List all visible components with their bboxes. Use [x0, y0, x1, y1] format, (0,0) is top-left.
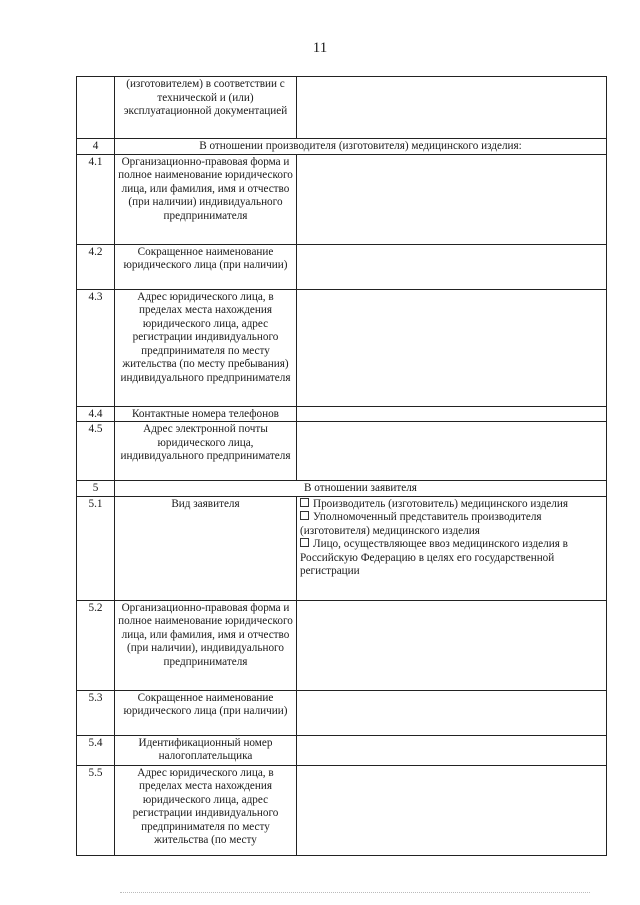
row-label: Вид заявителя [115, 496, 297, 600]
table-row [77, 735, 607, 765]
table-row [77, 690, 607, 735]
row-value-field[interactable] [297, 406, 607, 422]
row-number: 5.5 [77, 765, 115, 855]
table-row [77, 422, 607, 481]
row-number [77, 77, 115, 139]
section-row [77, 481, 607, 497]
table-row [77, 154, 607, 244]
row-label: Сокращенное наименование юридического лица (при наличии) [115, 690, 297, 735]
table-row [77, 77, 607, 139]
row-label: Идентификационный номер налогоплательщика [115, 735, 297, 765]
table-row [77, 496, 607, 600]
row-number: 5.3 [77, 690, 115, 735]
row-value-field[interactable] [297, 244, 607, 289]
row-number: 4.4 [77, 406, 115, 422]
checkbox-icon[interactable] [300, 538, 309, 547]
row-number: 5.4 [77, 735, 115, 765]
row-number: 4.2 [77, 244, 115, 289]
table-row [77, 765, 607, 855]
option-label: Уполномоченный представитель производителя (изготовителя) медицинского изделия [300, 511, 542, 537]
section-title: В отношении производителя (изготовителя) медицинского изделия: [115, 139, 607, 155]
row-label: Сокращенное наименование юридического лица (при наличии) [115, 244, 297, 289]
row-value-field[interactable] [297, 765, 607, 855]
table-row [77, 406, 607, 422]
table-row [77, 600, 607, 690]
row-label: Организационно-правовая форма и полное наименование юридического лица, или фамилия, имя и отчество (при наличии), индивидуального предпринимателя [115, 600, 297, 690]
row-value-field[interactable] [297, 77, 607, 139]
table-row [77, 289, 607, 406]
row-value-field[interactable] [297, 735, 607, 765]
row-label: Контактные номера телефонов [115, 406, 297, 422]
row-value-field[interactable] [297, 600, 607, 690]
row-number: 4.3 [77, 289, 115, 406]
applicant-type-option[interactable] [300, 511, 603, 538]
row-number: 5.2 [77, 600, 115, 690]
row-value-field[interactable] [297, 289, 607, 406]
option-label: Производитель (изготовитель) медицинского изделия [313, 497, 568, 510]
section-number: 5 [77, 481, 115, 497]
applicant-type-option[interactable] [300, 538, 603, 579]
applicant-type-option[interactable] [300, 498, 603, 512]
row-value-field[interactable] [297, 154, 607, 244]
row-label: Адрес юридического лица, в пределах места нахождения юридического лица, адрес регистрации индивидуального предпринимателя по месту жительства (по месту пребывания) индивидуального предпринимателя [115, 289, 297, 406]
section-number: 4 [77, 139, 115, 155]
applicant-type-options [297, 496, 607, 600]
checkbox-icon[interactable] [300, 498, 309, 507]
page-number: 11 [312, 40, 328, 56]
row-number: 5.1 [77, 496, 115, 600]
row-label: (изготовителем) в соответствии с технической и (или) эксплуатационной документацией [115, 77, 297, 139]
table-row [77, 244, 607, 289]
checkbox-icon[interactable] [300, 511, 309, 520]
page-bottom-divider [120, 892, 590, 893]
row-label: Адрес электронной почты юридического лица, индивидуального предпринимателя [115, 422, 297, 481]
option-label: Лицо, осуществляющее ввоз медицинского изделия в Российскую Федерацию в целях его государственной регистрации [300, 538, 568, 577]
row-value-field[interactable] [297, 690, 607, 735]
row-label: Адрес юридического лица, в пределах места нахождения юридического лица, адрес регистрации индивидуального предпринимателя по месту жительства (по месту [115, 765, 297, 855]
section-title: В отношении заявителя [115, 481, 607, 497]
application-form-table [76, 76, 607, 856]
section-row [77, 139, 607, 155]
row-label: Организационно-правовая форма и полное наименование юридического лица, или фамилия, имя и отчество (при наличии) индивидуального предпринимателя [115, 154, 297, 244]
row-value-field[interactable] [297, 422, 607, 481]
row-number: 4.1 [77, 154, 115, 244]
row-number: 4.5 [77, 422, 115, 481]
